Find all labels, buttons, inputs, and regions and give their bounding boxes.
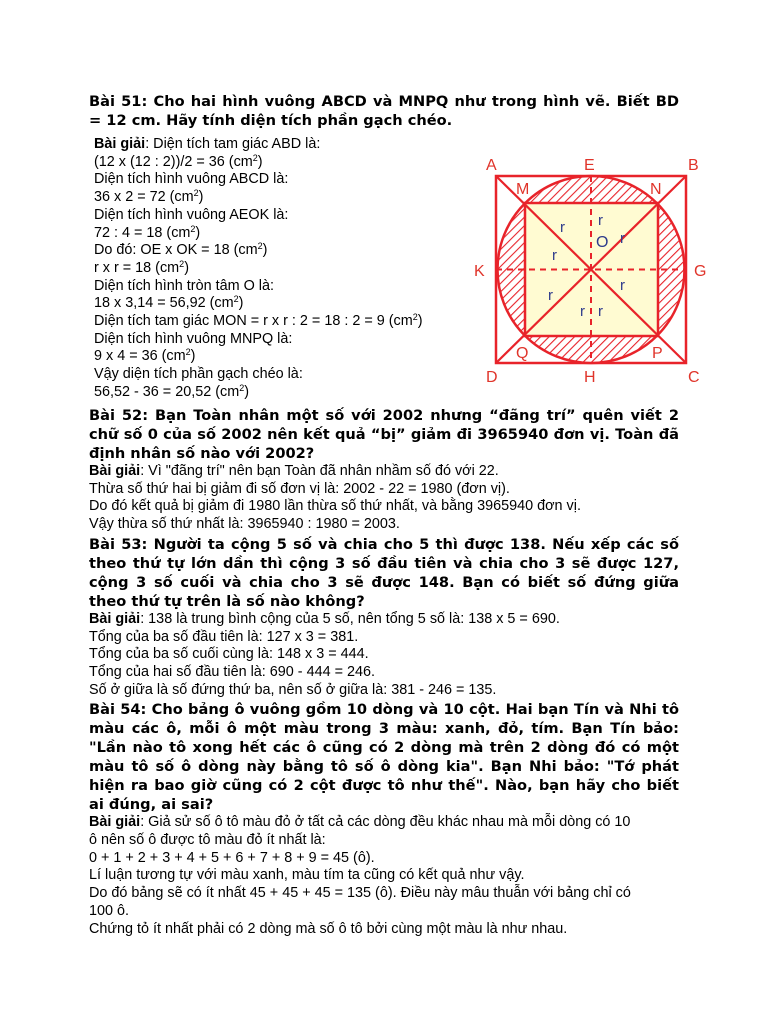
bai51-solution	[94, 136, 474, 402]
label-r: r	[620, 277, 625, 294]
solution-line: Bài giải: Diện tích tam giác ABD là:	[94, 136, 321, 152]
label-p: P	[652, 345, 663, 362]
solution-line: Bài giải: 138 là trung bình cộng của 5 số, nên tổng 5 số là: 138 x 5 = 690.	[89, 610, 560, 627]
bai52-title: Bài 52: Bạn Toàn nhân một số với 2002 nhưng “đãng trí” quên viết 2 chữ số 0 của số 2002 nên kết quả “bị” giảm đi 3965940 đơn vị. Toàn đã định nhân số nào với 2002?	[89, 407, 679, 462]
solution-line: Bài giải: Vì "đãng trí" nên bạn Toàn đã nhân nhầm số đó với 22.	[89, 463, 499, 479]
solution-line: 18 x 3,14 = 56,92 $(cm^2)$	[94, 294, 244, 312]
label-e: E	[584, 157, 595, 174]
bai54-title: Bài 54: Cho bảng ô vuông gồm 10 dòng và 10 cột. Hai bạn Tín và Nhi tô màu các ô, mỗi ô một màu trong 3 màu: xanh, đỏ, tím. Bạn Tín bảo: "Lần nào tô xong hết các ô cũng có 2 dòng mà trên 2 dòng đó có một màu tô số ô dòng này bằng tô số ô dòng kia". Bạn Nhi bảo: "Tớ phát hiện ra bao giờ cũng có 2 cột được tô như thế". Nào, bạn hãy cho biết ai đúng, ai sai?	[89, 701, 679, 814]
solution-line: Do đó: OE x OK = 18 $(cm^2)$	[94, 241, 268, 259]
bai51-title: Bài 51: Cho hai hình vuông ABCD và MNPQ như trong hình vẽ. Biết BD = 12 cm. Hãy tính diện tích phần gạch chéo.	[89, 93, 679, 129]
solution-line: Bài giải: Giả sử số ô tô màu đỏ ở tất cả các dòng đều khác nhau mà mỗi dòng có 10	[89, 814, 631, 831]
label-h: H	[584, 369, 596, 386]
label-n: N	[650, 181, 662, 198]
label-r: r	[598, 303, 603, 320]
label-r: r	[620, 230, 625, 247]
lower-section	[89, 405, 679, 938]
label-g: G	[694, 263, 707, 280]
solution-line: 36 x 2 = 72 $(cm^2)$	[94, 188, 204, 206]
document-page	[89, 92, 679, 937]
label-r: r	[560, 219, 565, 236]
solution-line: 56,52 - 36 = 20,52 $(cm^2)$	[94, 382, 250, 400]
solution-label: Bài giải	[89, 463, 141, 479]
label-m: M	[516, 181, 530, 198]
solution-label: Bài giải	[94, 136, 146, 152]
solution-label: Bài giải	[89, 814, 141, 831]
solution-line: Diện tích hình tròn tâm O là:	[94, 277, 274, 294]
geometry-figure	[472, 150, 722, 390]
solution-line: Diện tích hình vuông ABCD là:	[94, 171, 289, 188]
label-r: r	[598, 212, 603, 229]
label-c: C	[688, 369, 700, 386]
solution-line: Lí luận tương tự với màu xanh, màu tím ta cũng có kết quả như vậy.	[89, 867, 525, 884]
solution-line: 72 : 4 = 18 $(cm^2)$	[94, 223, 201, 241]
label-o: O	[596, 234, 609, 251]
bai53-title: Bài 53: Người ta cộng 5 số và chia cho 5 thì được 138. Nếu xếp các số theo thứ tự lớn dần thì cộng 3 số đầu tiên và chia cho 3 sẽ được 127, cộng 3 số cuối và chia cho 3 sẽ được 148. Bạn có biết số đứng giữa theo thứ tự trên là số nào không?	[89, 535, 679, 610]
label-a: A	[486, 157, 497, 174]
solution-line: Tổng của ba số đầu tiên là: 127 x 3 = 381.	[89, 628, 359, 645]
solution-line: Do đó kết quả bị giảm đi 1980 lần thừa số thứ nhất, và bằng 3965940 đơn vị.	[89, 498, 581, 515]
solution-line: Vậy diện tích phần gạch chéo là:	[94, 366, 303, 383]
solution-line: Chứng tỏ ít nhất phải có 2 dòng mà số ô tô bởi cùng một màu là như nhau.	[89, 920, 568, 937]
solution-line: r x r = 18 $(cm^2)$	[94, 258, 189, 276]
solution-line: 9 x 4 = 36 $(cm^2)$	[94, 347, 196, 365]
solution-line: 100 ô.	[89, 902, 130, 919]
solution-line: Số ở giữa là số đứng thứ ba, nên số ở giữa là: 381 - 246 = 135.	[89, 681, 497, 698]
label-r: r	[548, 287, 553, 304]
solution-line: Tổng của ba số cuối cùng là: 148 x 3 = 444.	[89, 646, 369, 663]
solution-line: Vậy thừa số thứ nhất là: 3965940 : 1980 = 2003.	[89, 516, 400, 533]
solution-label: Bài giải	[89, 610, 141, 627]
solution-line: Diện tích hình vuông MNPQ là:	[94, 330, 293, 347]
solution-line: Thừa số thứ hai bị giảm đi số đơn vị là: 2002 - 22 = 1980 (đơn vị).	[89, 480, 510, 497]
label-k: K	[474, 263, 485, 280]
solution-line: Diện tích tam giác MON = r x r : 2 = 18 : 2 = 9 $(cm^2)$	[94, 312, 423, 330]
solution-line: Do đó bảng sẽ có ít nhất 45 + 45 + 45 = 135 (ô). Điều này mâu thuẫn với bảng chỉ có	[89, 885, 631, 902]
label-b: B	[688, 157, 699, 174]
solution-line: (12 x (12 : 2))/2 = 36 $(cm^2)$	[94, 152, 263, 170]
solution-line: Diện tích hình vuông AEOK là:	[94, 206, 289, 223]
solution-line: Tổng của hai số đầu tiên là: 690 - 444 = 246.	[89, 663, 376, 680]
label-r: r	[580, 303, 585, 320]
solution-line: 0 + 1 + 2 + 3 + 4 + 5 + 6 + 7 + 8 + 9 = 45 (ô).	[89, 849, 375, 866]
label-q: Q	[516, 345, 529, 362]
label-r: r	[552, 247, 557, 264]
label-d: D	[486, 369, 498, 386]
solution-line: ô nên số ô được tô màu đỏ ít nhất là:	[89, 832, 326, 849]
